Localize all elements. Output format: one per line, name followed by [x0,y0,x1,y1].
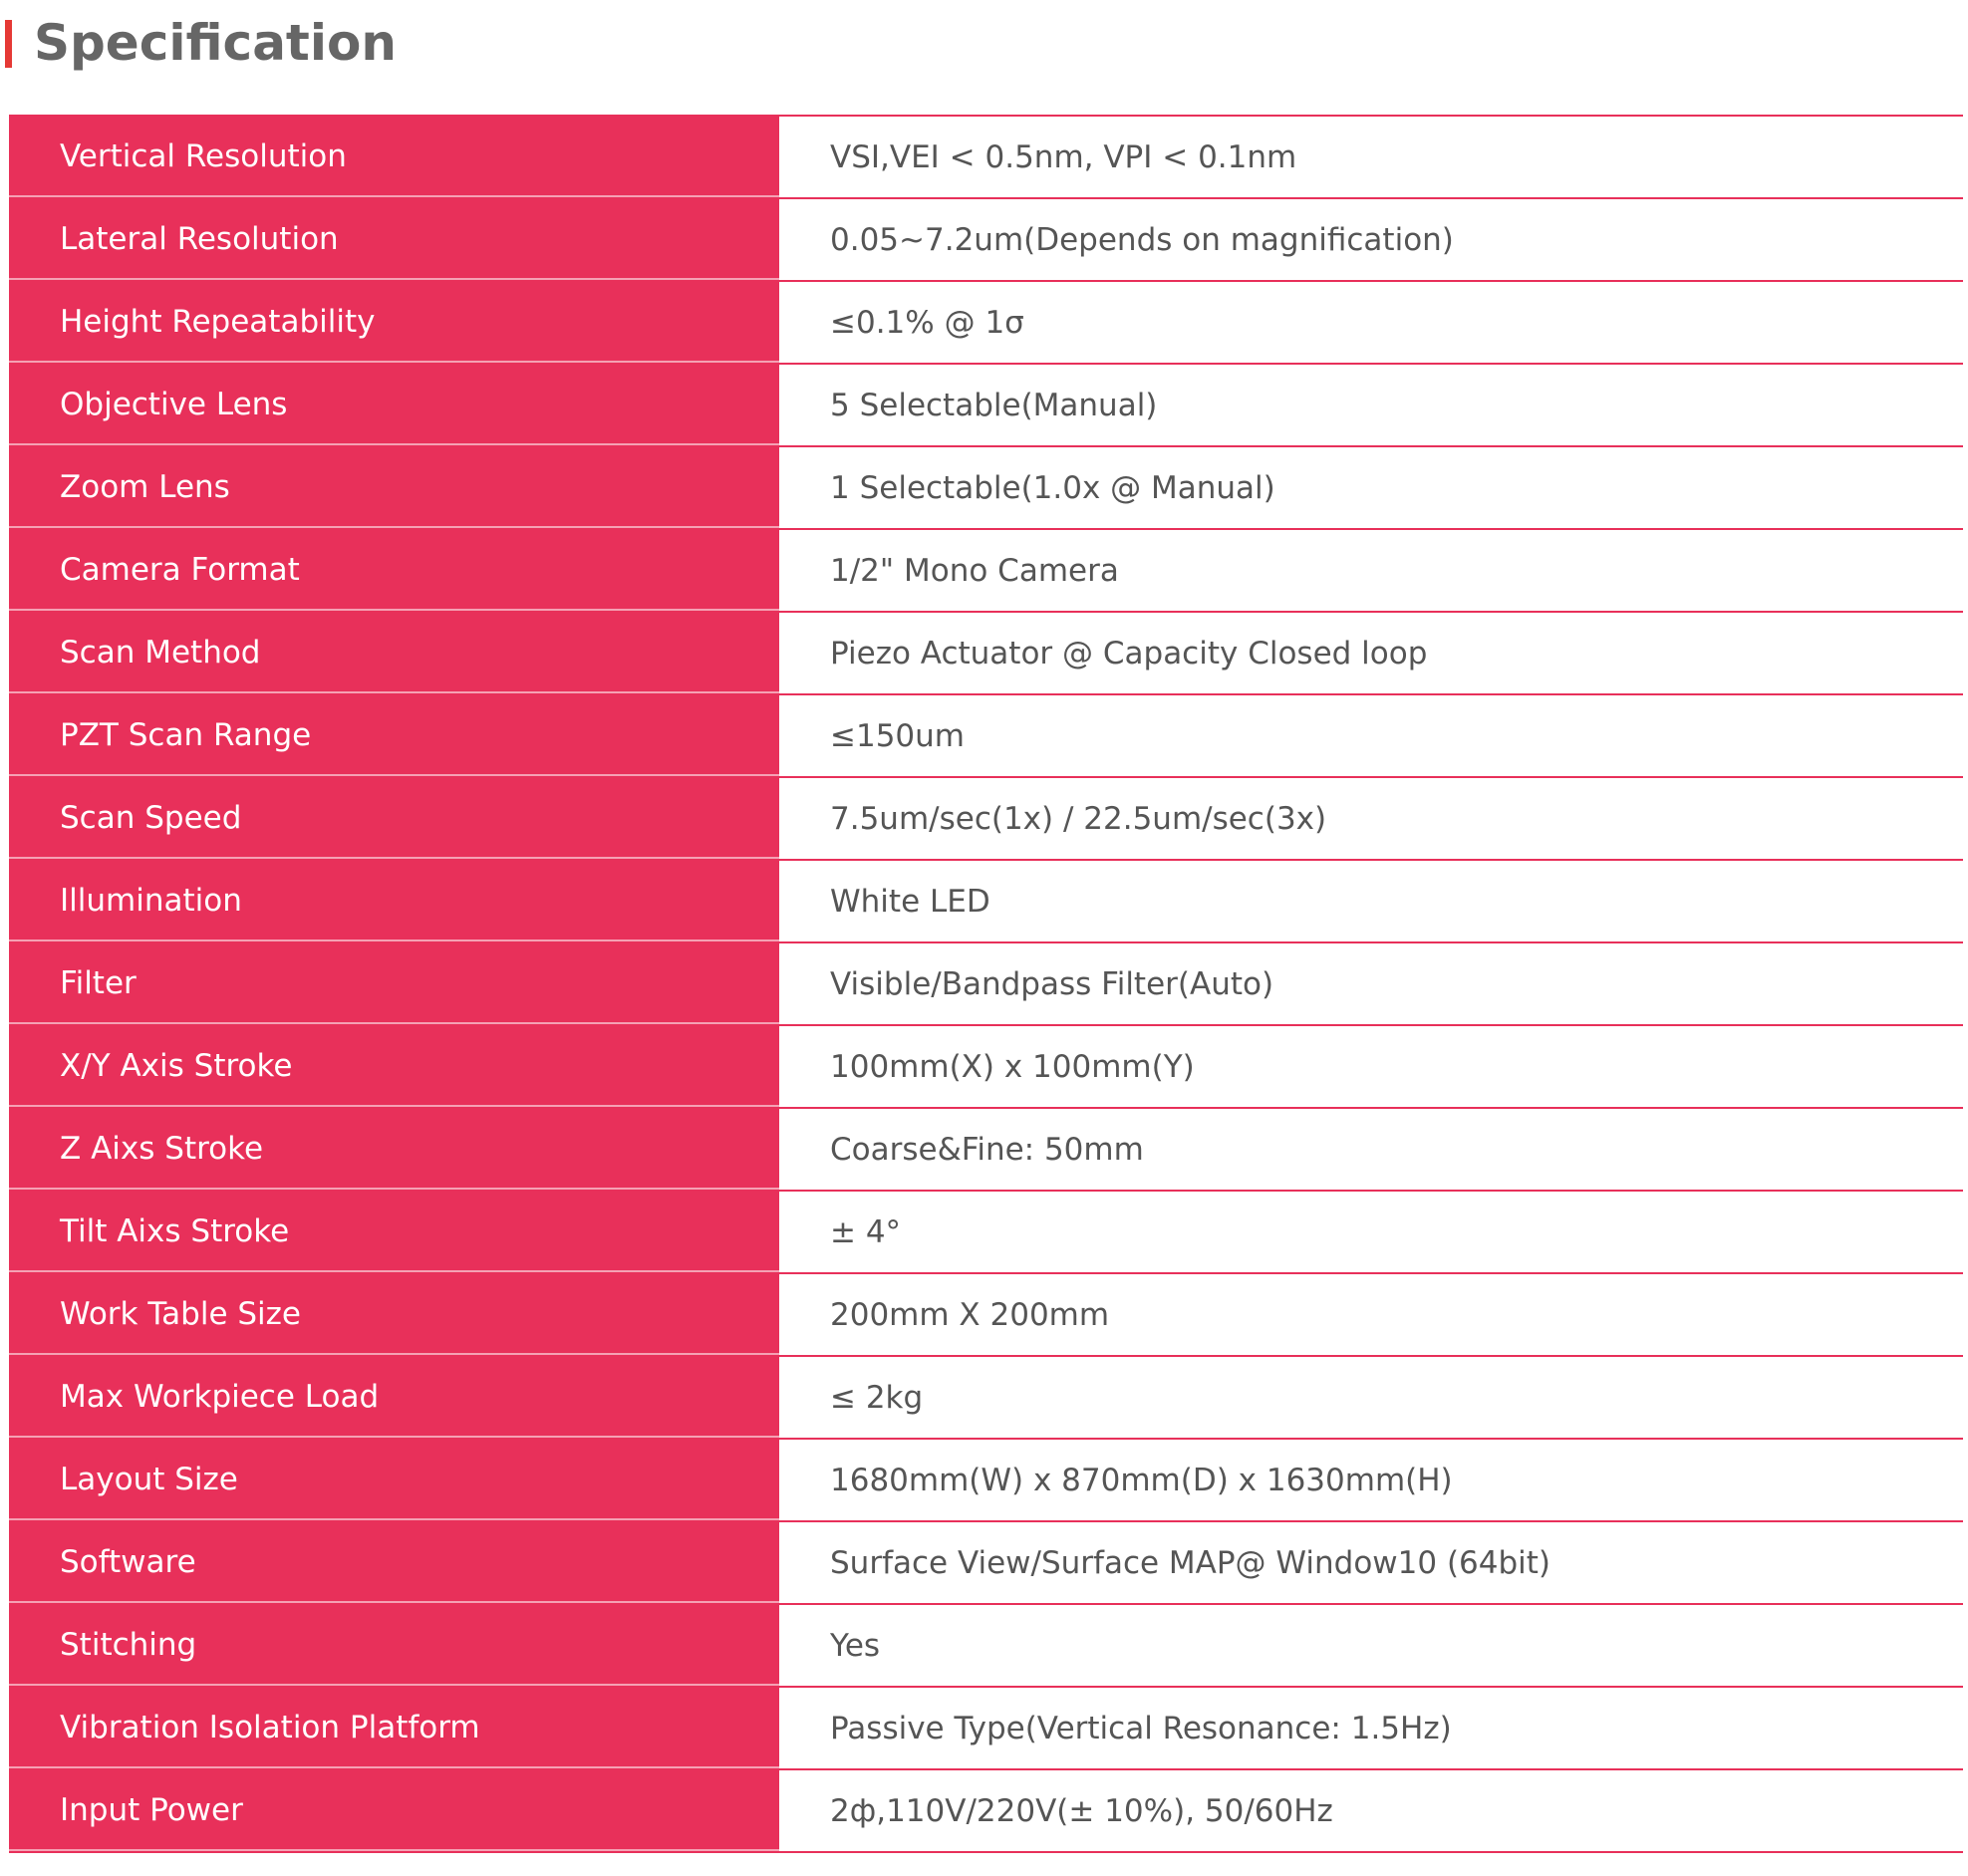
spec-label: Input Power [9,1770,779,1851]
spec-label: PZT Scan Range [9,695,779,776]
table-row [9,778,1963,861]
spec-value: ≤ 2kg [830,1379,924,1416]
spec-value: Visible/Bandpass Filter(Auto) [830,965,1274,1002]
page-title: Specification [34,14,397,72]
spec-value: 5 Selectable(Manual) [830,387,1158,423]
table-row [9,1440,1963,1522]
table-row [9,695,1963,778]
spec-label: Software [9,1522,779,1603]
table-row [9,861,1963,943]
spec-label: Layout Size [9,1440,779,1520]
table-row [9,365,1963,447]
spec-label: Camera Format [9,530,779,611]
page-header [0,0,1968,115]
spec-value: Passive Type(Vertical Resonance: 1.5Hz) [830,1710,1452,1746]
spec-label: Lateral Resolution [9,199,779,280]
spec-value: ≤150um [830,717,965,754]
spec-value: Piezo Actuator @ Capacity Closed loop [830,635,1428,671]
table-row [9,1770,1963,1853]
table-row [9,282,1963,365]
spec-value: 1/2" Mono Camera [830,552,1119,589]
spec-label: Z Aixs Stroke [9,1109,779,1190]
spec-value: 7.5um/sec(1x) / 22.5um/sec(3x) [830,800,1327,837]
spec-label: Scan Method [9,613,779,693]
spec-label: Filter [9,943,779,1024]
table-row [9,1522,1963,1605]
spec-label: Vibration Isolation Platform [9,1688,779,1768]
spec-value: Yes [830,1627,881,1664]
table-row [9,1109,1963,1192]
spec-label: X/Y Axis Stroke [9,1026,779,1107]
table-row [9,1192,1963,1274]
title-accent-bar [5,20,12,68]
spec-value: 1 Selectable(1.0x @ Manual) [830,469,1275,506]
spec-value: 2ф,110V/220V(± 10%), 50/60Hz [830,1792,1333,1829]
spec-value: ≤0.1% @ 1σ [830,304,1024,341]
spec-label: Vertical Resolution [9,117,779,197]
table-row [9,1357,1963,1440]
table-row [9,1605,1963,1688]
table-row [9,117,1963,199]
table-row [9,1688,1963,1770]
spec-label: Stitching [9,1605,779,1686]
spec-label: Tilt Aixs Stroke [9,1192,779,1272]
table-row [9,530,1963,613]
spec-value: ± 4° [830,1213,902,1250]
table-row [9,1026,1963,1109]
spec-value: VSI,VEI < 0.5nm, VPI < 0.1nm [830,138,1297,175]
spec-value: Surface View/Surface MAP@ Window10 (64bit) [830,1544,1551,1581]
table-row [9,1274,1963,1357]
spec-label: Scan Speed [9,778,779,859]
specification-table [9,115,1963,1853]
spec-value: 0.05~7.2um(Depends on magnification) [830,221,1454,258]
table-row [9,943,1963,1026]
spec-label: Height Repeatability [9,282,779,363]
spec-value: Coarse&Fine: 50mm [830,1131,1144,1168]
spec-value: White LED [830,883,990,920]
spec-value: 1680mm(W) x 870mm(D) x 1630mm(H) [830,1462,1453,1498]
spec-value: 100mm(X) x 100mm(Y) [830,1048,1195,1085]
spec-label: Zoom Lens [9,447,779,528]
table-row [9,199,1963,282]
table-row [9,613,1963,695]
spec-label: Work Table Size [9,1274,779,1355]
spec-label: Objective Lens [9,365,779,445]
table-row [9,447,1963,530]
spec-value: 200mm X 200mm [830,1296,1110,1333]
spec-label: Max Workpiece Load [9,1357,779,1438]
spec-label: Illumination [9,861,779,941]
